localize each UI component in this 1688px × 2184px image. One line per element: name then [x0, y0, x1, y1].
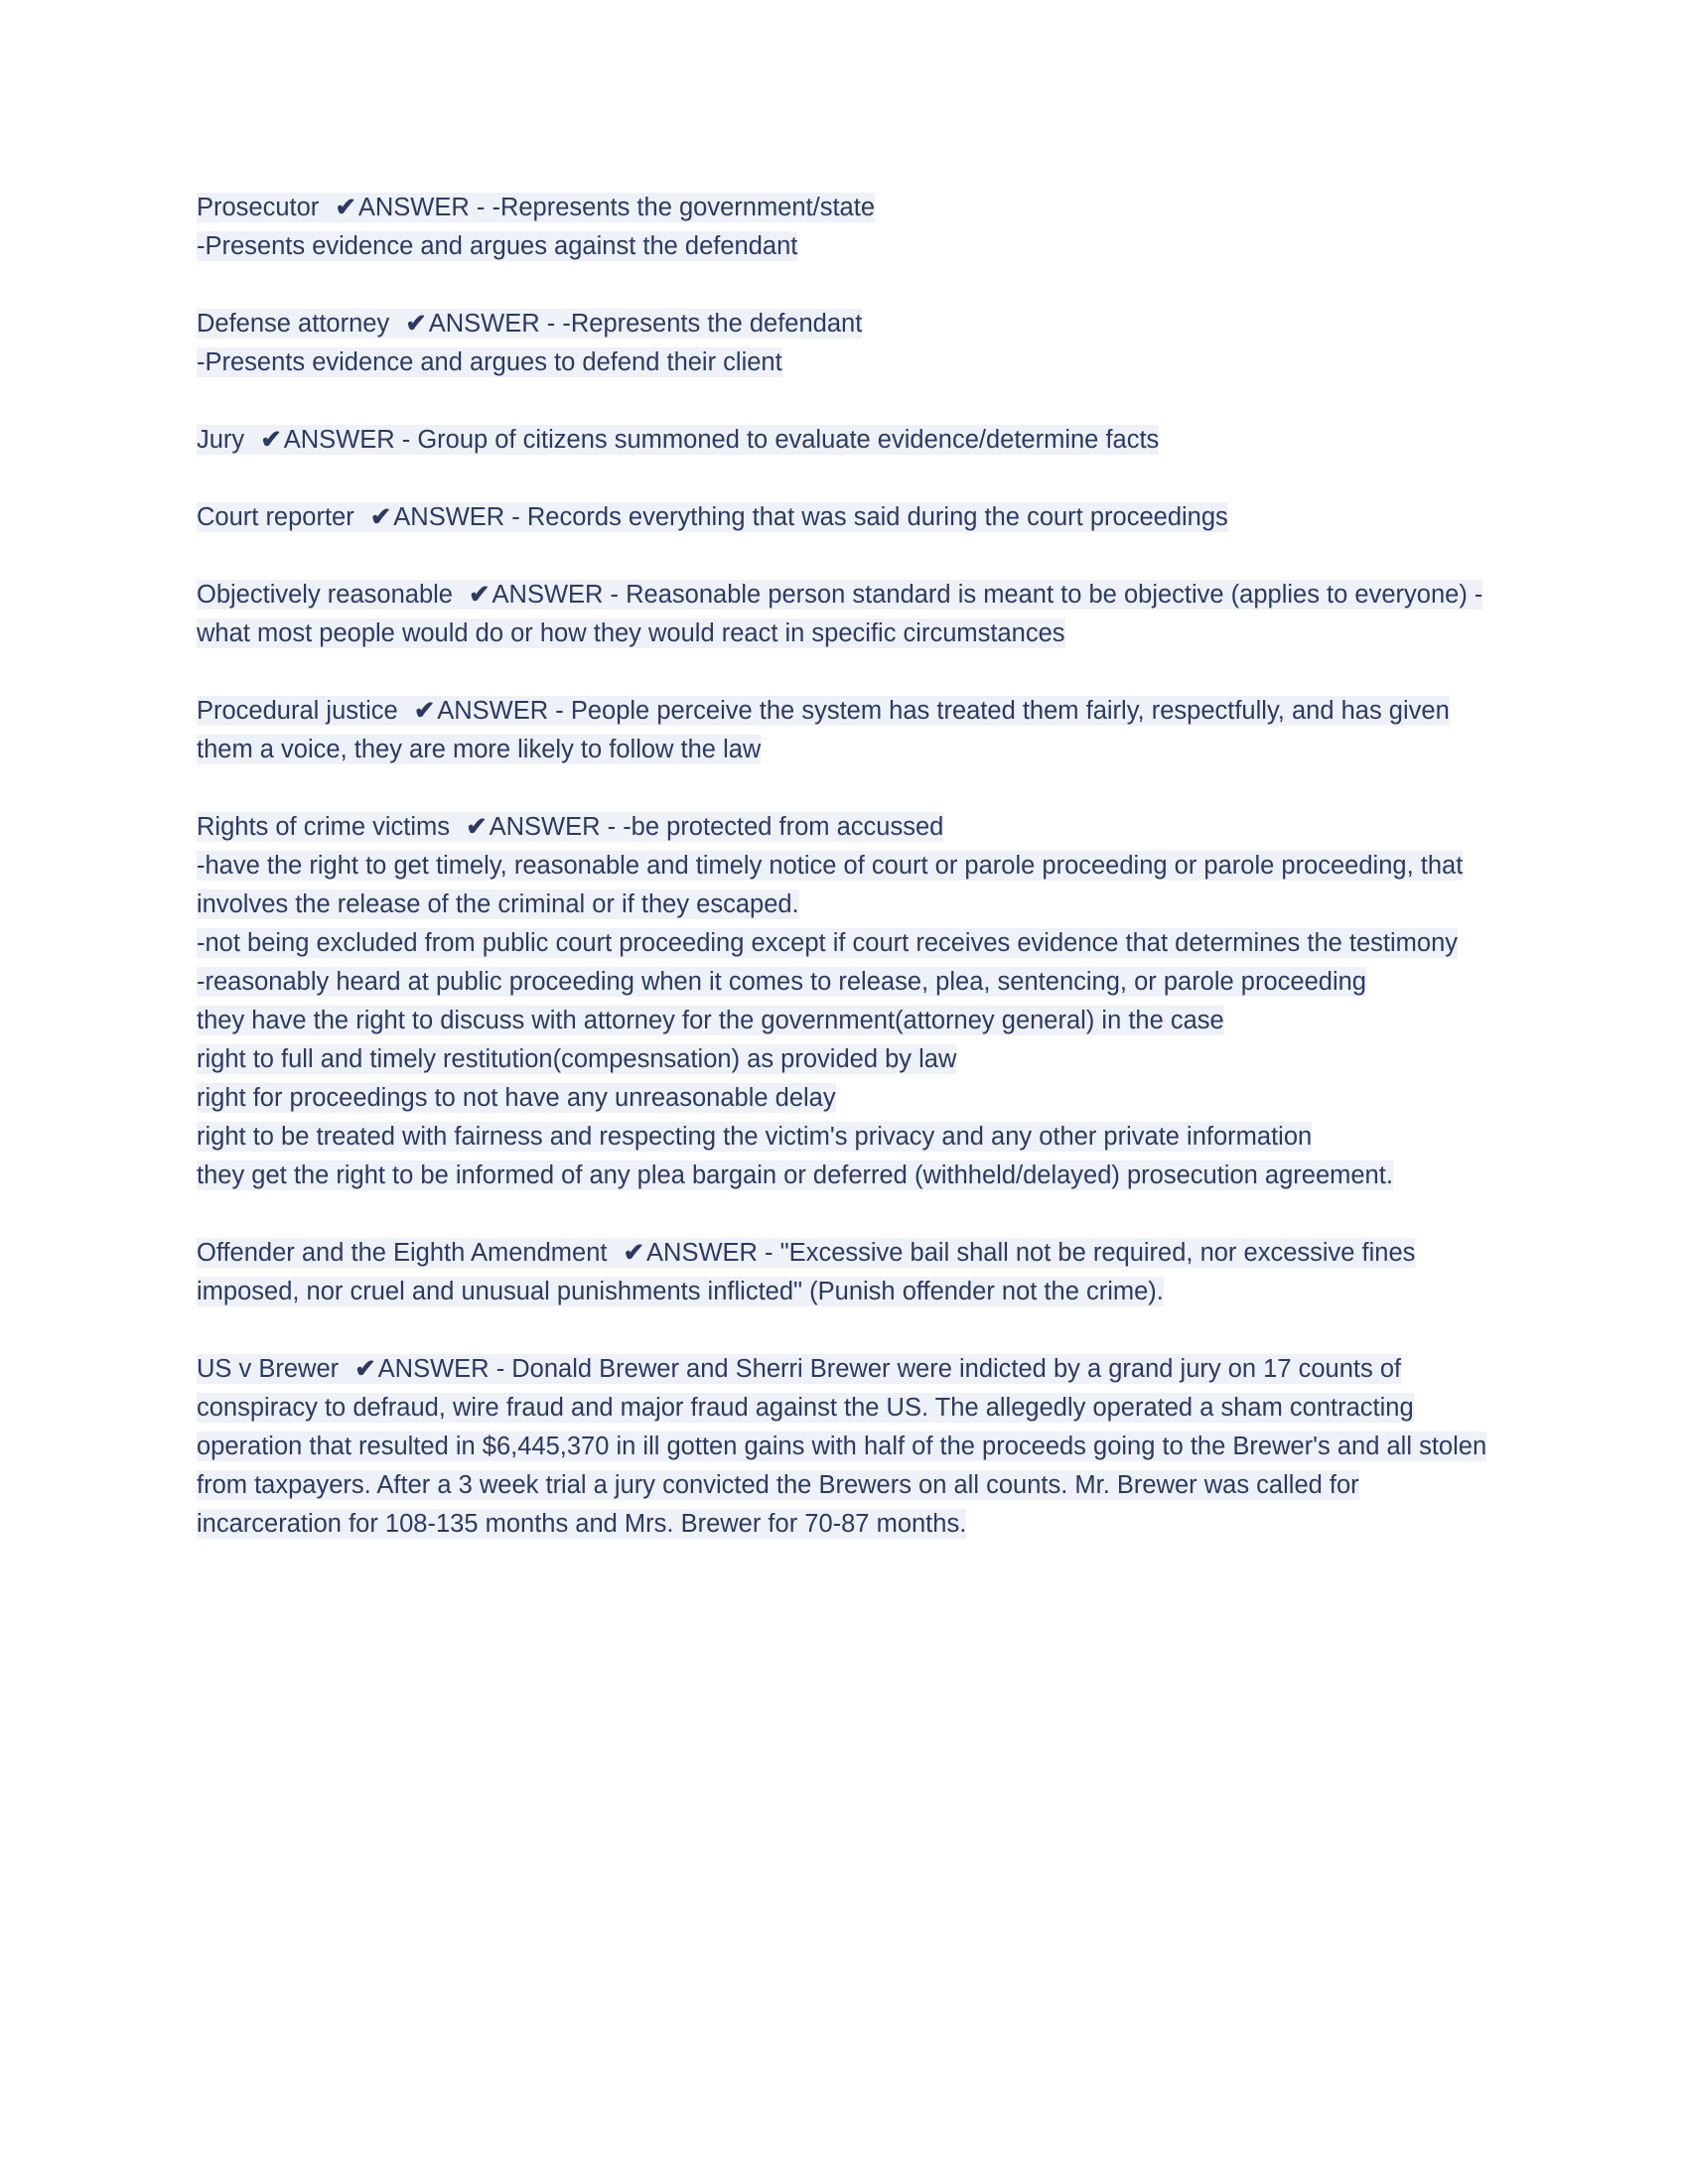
check-icon: ✔ [466, 813, 488, 841]
qa-line [197, 1002, 1504, 1040]
qa-line [197, 1234, 1504, 1311]
qa-line [197, 189, 1504, 227]
check-icon: ✔ [469, 581, 491, 609]
check-icon: ✔ [369, 503, 392, 531]
qa-line [197, 421, 1504, 460]
answer-text: - -Represents the defendant [539, 310, 863, 338]
qa-line [197, 963, 1504, 1002]
qa-entry-procedural-justice [197, 692, 1504, 769]
qa-entry-rights-of-crime-victims [197, 808, 1504, 1195]
answer-text: right to be treated with fairness and respecting the victim's privacy and any other private information [197, 1123, 1313, 1151]
qa-line [197, 1079, 1504, 1118]
qa-entry-jury [197, 421, 1504, 460]
answer-text: - Donald Brewer and Sherri Brewer were indicted by a grand jury on 17 counts of conspiracy to defraud, wire fraud and major fraud against the US. The allegedly operated a sham contracting operation that resulted in $6,445,370 in ill gotten gains with half of the proceeds going to the Brewer's and all stolen from taxpayers. After a 3 week trial a jury convicted the Brewers on all counts. Mr. Brewer was called for incarceration for 108-135 months and Mrs. Brewer for 70-87 months. [197, 1355, 1487, 1538]
qa-line [197, 692, 1504, 769]
answer-label: ANSWER [393, 503, 505, 531]
check-icon: ✔ [260, 426, 282, 454]
answer-text: - Reasonable person standard is meant to be objective (applies to everyone) - what most people would do or how they would react in specific circumstances [197, 581, 1483, 647]
answer-text: - Group of citizens summoned to evaluate evidence/determine facts [394, 426, 1160, 454]
check-icon: ✔ [405, 310, 427, 338]
answer-text: right for proceedings to not have any unreasonable delay [197, 1084, 836, 1112]
qa-line [197, 576, 1504, 653]
qa-entry-defense-attorney [197, 305, 1504, 382]
term-text: Jury [197, 426, 259, 454]
answer-text: -reasonably heard at public proceeding when it comes to release, plea, sentencing, or parole proceeding [197, 968, 1366, 996]
check-icon: ✔ [413, 697, 436, 725]
answer-text: -not being excluded from public court proceeding except if court receives evidence that determines the testimony [197, 929, 1459, 957]
answer-label: ANSWER [646, 1239, 758, 1267]
check-icon: ✔ [335, 194, 356, 221]
answer-text: they get the right to be informed of any plea bargain or deferred (withheld/delayed) prosecution agreement. [197, 1161, 1393, 1189]
answer-text: right to full and timely restitution(compesnsation) as provided by law [197, 1045, 957, 1073]
qa-entry-court-reporter [197, 498, 1504, 537]
qa-line [197, 808, 1504, 847]
answer-label: ANSWER [377, 1355, 490, 1383]
answer-text: - -be protected from accussed [600, 813, 944, 841]
answer-label: ANSWER [283, 426, 395, 454]
answer-text: - "Excessive bail shall not be required, nor excessive fines imposed, nor cruel and unusual punishments inflicted" (Punish offender not the crime). [197, 1239, 1416, 1305]
document-body [197, 189, 1504, 1544]
qa-line [197, 1350, 1504, 1544]
qa-line [197, 1157, 1504, 1195]
check-icon: ✔ [354, 1355, 376, 1383]
answer-text: -Presents evidence and argues against the defendant [197, 232, 798, 260]
qa-line [197, 305, 1504, 343]
qa-line [197, 1118, 1504, 1157]
answer-label: ANSWER [437, 697, 549, 725]
term-text: Procedural justice [197, 697, 412, 725]
answer-text: - -Represents the government/state [469, 194, 875, 221]
qa-entry-eighth-amendment [197, 1234, 1504, 1311]
answer-text: - People perceive the system has treated them fairly, respectfully, and has given them a voice, they are more likely to follow the law [197, 697, 1450, 763]
answer-text: - Records everything that was said during the court proceedings [504, 503, 1228, 531]
term-text: Rights of crime victims [197, 813, 465, 841]
term-text: Defense attorney [197, 310, 404, 338]
term-text: Court reporter [197, 503, 368, 531]
qa-line [197, 847, 1504, 924]
answer-label: ANSWER [428, 310, 540, 338]
qa-line [197, 1040, 1504, 1079]
qa-entry-us-v-brewer [197, 1350, 1504, 1544]
check-icon: ✔ [623, 1239, 645, 1267]
term-text: Prosecutor [197, 194, 334, 221]
answer-label: ANSWER [492, 581, 604, 609]
term-text: US v Brewer [197, 1355, 353, 1383]
qa-line [197, 924, 1504, 963]
qa-line [197, 498, 1504, 537]
qa-entry-prosecutor [197, 189, 1504, 266]
answer-label: ANSWER [489, 813, 601, 841]
answer-text: they have the right to discuss with attorney for the government(attorney general) in the case [197, 1007, 1224, 1034]
term-text: Objectively reasonable [197, 581, 468, 609]
answer-text: -have the right to get timely, reasonable and timely notice of court or parole proceeding or parole proceeding, that involves the release of the criminal or if they escaped. [197, 852, 1464, 918]
answer-text: -Presents evidence and argues to defend their client [197, 348, 782, 376]
answer-label: ANSWER [357, 194, 470, 221]
qa-line [197, 343, 1504, 382]
qa-line [197, 227, 1504, 266]
term-text: Offender and the Eighth Amendment [197, 1239, 622, 1267]
qa-entry-objectively-reasonable [197, 576, 1504, 653]
